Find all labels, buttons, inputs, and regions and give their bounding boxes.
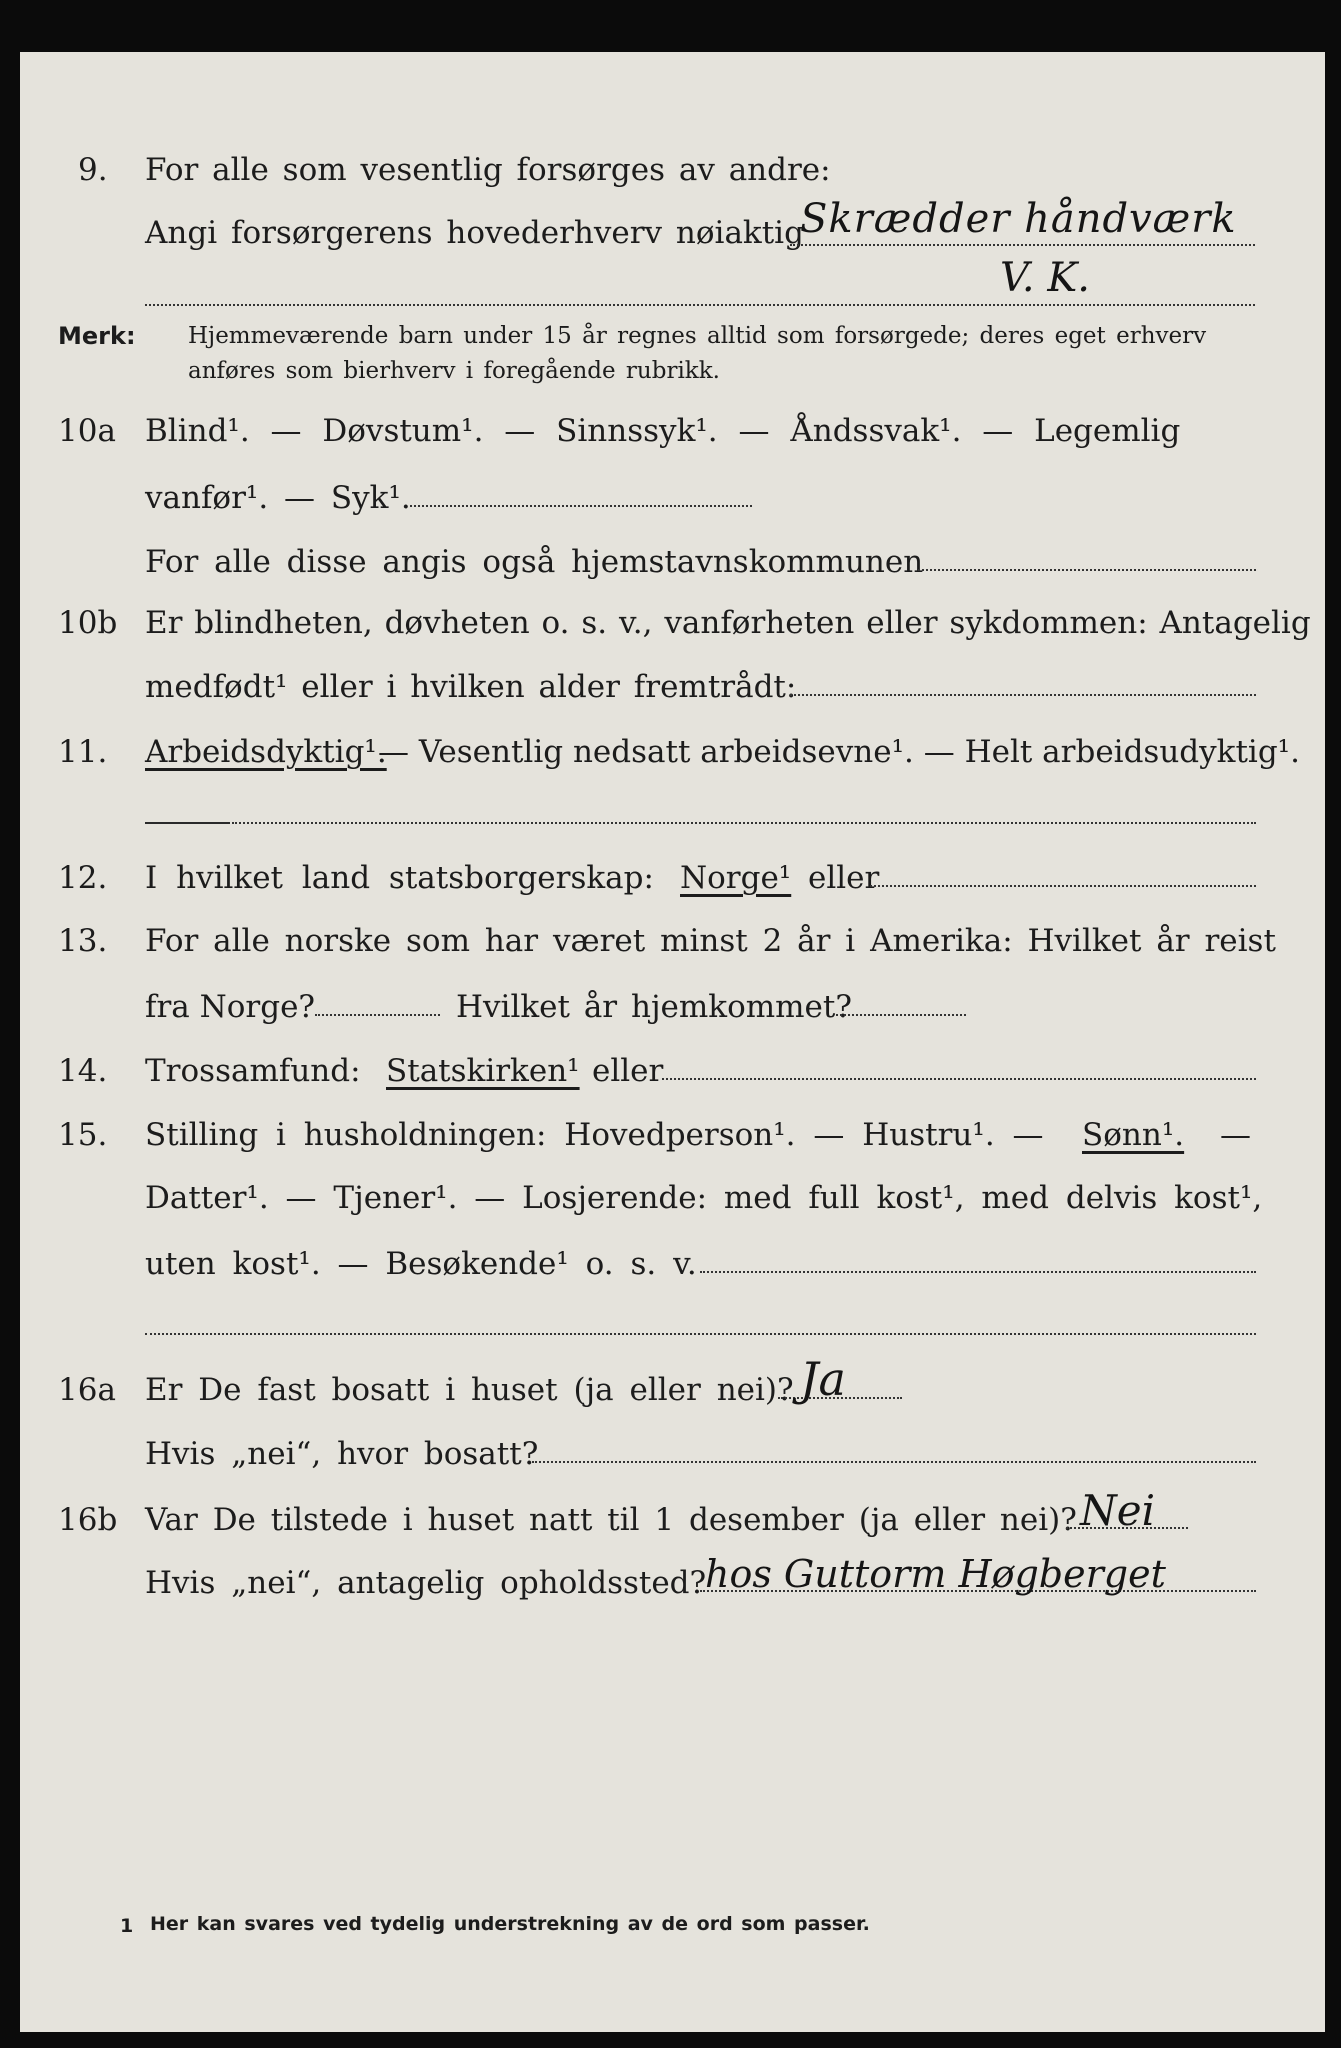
q12-rest: eller xyxy=(808,860,880,896)
q10a-line2: vanfør¹. — Syk¹. xyxy=(145,480,411,516)
q10a-number: 10a xyxy=(58,413,116,449)
q10b-line1: Er blindheten, døvheten o. s. v., vanførheten eller sykdommen: Antagelig xyxy=(145,605,1311,641)
q15-line3: uten kost¹. — Besøkende¹ o. s. v. xyxy=(145,1246,697,1282)
q16a-line1: Er De fast bosatt i huset (ja eller nei)? xyxy=(145,1372,794,1408)
q16a-handwritten-answer: Ja xyxy=(800,1352,846,1406)
q15-extra-line xyxy=(145,1333,1256,1335)
q15-number: 15. xyxy=(58,1117,108,1153)
q11-rest: — Vesentlig nedsatt arbeidsevne¹. — Helt arbeidsudyktig¹. xyxy=(378,734,1300,770)
q16b-line1: Var De tilstede i huset natt til 1 desember (ja eller nei)? xyxy=(145,1502,1077,1538)
q14-number: 14. xyxy=(58,1053,108,1089)
q9-answer-line xyxy=(790,244,1255,246)
q12-number: 12. xyxy=(58,860,108,896)
q15-line1a: Stilling i husholdningen: Hovedperson¹. — Hustru¹. — xyxy=(145,1117,1044,1153)
merk-line2: anføres som bierhverv i foregående rubrikk. xyxy=(188,358,720,384)
q9-number: 9. xyxy=(78,152,108,188)
q13-line2b: Hvilket år hjemkommet? xyxy=(456,989,852,1025)
q13-line1: For alle norske som har været minst 2 år i Amerika: Hvilket år reist xyxy=(145,923,1276,959)
q16b-line2: Hvis „nei“, antagelig opholdssted? xyxy=(145,1565,707,1601)
q11-answer-stroke xyxy=(145,822,230,824)
q14-option-statskirken: Statskirken¹ xyxy=(386,1053,580,1089)
footnote-mark: 1 xyxy=(120,1915,134,1937)
q12-option-norge: Norge¹ xyxy=(680,860,792,896)
q10b-answer-line xyxy=(790,694,1256,696)
q10b-line2: medfødt¹ eller i hvilken alder fremtrådt: xyxy=(145,669,797,705)
q16b-handwritten-answer1: Nei xyxy=(1080,1486,1156,1535)
q9-handwritten-answer: Skrædder håndværk xyxy=(800,196,1237,242)
q13-line2a: fra Norge? xyxy=(145,989,316,1025)
q13-reist-line xyxy=(315,1014,440,1016)
q12-text: I hvilket land statsborgerskap: xyxy=(145,860,654,896)
q10a-syk-line xyxy=(410,505,752,507)
q14-answer-line xyxy=(662,1078,1256,1080)
q16a-line2: Hvis „nei“, hvor bosatt? xyxy=(145,1436,539,1472)
q9-extra-line xyxy=(145,304,1255,306)
q11-option-arbeidsdyktig: Arbeidsdyktig¹. xyxy=(145,734,387,770)
merk-line1: Hjemmeværende barn under 15 år regnes alltid som forsørgede; deres eget erhverv xyxy=(188,323,1207,349)
q15-line1b: — xyxy=(1220,1117,1251,1153)
q14-text: Trossamfund: xyxy=(145,1053,361,1089)
q14-rest: eller xyxy=(592,1053,664,1089)
q11-answer-line xyxy=(232,822,1256,824)
q13-hjemkommet-line xyxy=(836,1014,966,1016)
q16a-bosatt-line xyxy=(532,1461,1256,1463)
merk-label: Merk: xyxy=(58,322,136,350)
q9-line1: For alle som vesentlig forsørges av andre: xyxy=(145,152,831,188)
q16b-handwritten-answer2: hos Guttorm Høgberget xyxy=(705,1552,1166,1596)
q10a-line1: Blind¹. — Døvstum¹. — Sinnssyk¹. — Åndssvak¹. — Legemlig xyxy=(145,413,1181,449)
q9-line2: Angi forsørgerens hovederhverv nøiaktig xyxy=(145,215,804,251)
q10a-hjemstavn-line xyxy=(918,569,1256,571)
q10a-line3: For alle disse angis også hjemstavnskommunen xyxy=(145,544,924,580)
q15-answer-line xyxy=(700,1271,1256,1273)
q15-option-sonn: Sønn¹. xyxy=(1082,1117,1185,1153)
census-form-page xyxy=(20,52,1325,2032)
q16b-number: 16b xyxy=(58,1502,118,1538)
q13-number: 13. xyxy=(58,923,108,959)
footnote-text: Her kan svares ved tydelig understrekning av de ord som passer. xyxy=(150,1913,870,1935)
q16a-number: 16a xyxy=(58,1372,116,1408)
q10b-number: 10b xyxy=(58,605,118,641)
q12-answer-line xyxy=(870,885,1256,887)
q15-line2: Datter¹. — Tjener¹. — Losjerende: med full kost¹, med delvis kost¹, xyxy=(145,1180,1263,1216)
q11-number: 11. xyxy=(58,734,108,770)
q9-handwritten-initials: V. K. xyxy=(1000,255,1090,301)
